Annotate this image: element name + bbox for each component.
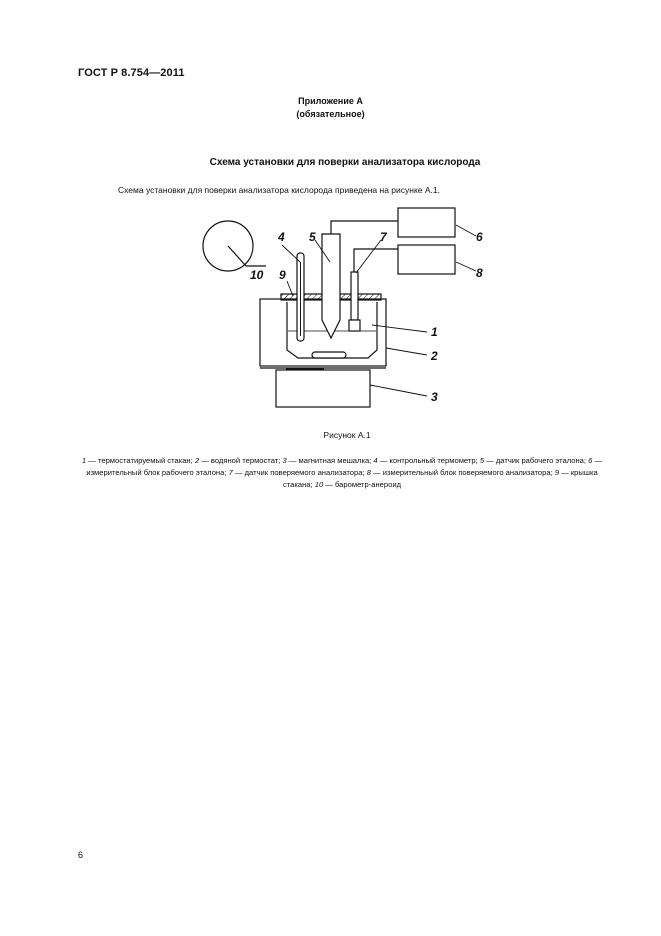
tested-sensor-shape [351,272,358,320]
legend-text: — магнитная мешалка; [286,456,374,465]
legend-number: 7 [228,468,233,477]
legend-item [367,468,555,477]
legend-item [195,456,283,465]
callout-8: 8 [476,266,483,280]
legend-number: 4 [373,456,378,465]
legend-item [82,456,195,465]
callout-5: 5 [309,230,316,244]
legend-item [480,456,588,465]
callout-3: 3 [431,390,438,404]
intro-paragraph: Схема установки для поверки анализатора кислорода приведена на рисунке А.1. [118,185,440,195]
reference-sensor-shape [322,234,340,338]
legend-text: — измерительный блок рабочего эталона; [86,456,603,477]
page-number: 6 [78,850,84,860]
annex-title: Приложение А [298,96,363,106]
callout-10: 10 [250,268,264,282]
callout-7: 7 [380,230,387,244]
figure-legend [78,455,606,491]
legend-number: 9 [554,468,560,477]
callout-4: 4 [278,230,285,244]
figure-caption: Рисунок А.1 [323,430,371,440]
legend-number: 2 [194,456,200,465]
legend-text: — датчик рабочего эталона; [484,456,589,465]
tested-unit-shape [398,245,455,274]
legend-number: 5 [479,456,485,465]
legend-text: — водяной термостат; [199,456,283,465]
annex-subtitle: (обязательное) [296,109,365,119]
section-title: Схема установки для поверки анализатора кислорода [209,157,481,168]
legend-item [229,468,367,477]
legend-number: 3 [282,456,287,465]
document-code: ГОСТ Р 8.754—2011 [78,67,185,79]
legend-text: — датчик поверяемого анализатора; [232,468,367,477]
callout-1: 1 [431,325,438,339]
magnetic-stirrer-shape [276,370,370,407]
legend-text: — барометр-анероид [323,480,402,489]
legend-number: 1 [81,456,87,465]
legend-number: 8 [366,468,371,477]
callout-2: 2 [431,349,438,363]
legend-text: — контрольный термометр; [377,456,480,465]
callout-9: 9 [279,268,286,282]
legend-item [373,456,479,465]
legend-text: — измерительный блок поверяемого анализатора; [370,468,555,477]
legend-item [315,480,401,489]
reference-unit-shape [398,208,455,237]
legend-number: 6 [588,456,593,465]
legend-number: 10 [314,480,324,489]
callout-6: 6 [476,230,483,244]
legend-text: — крышка стакана; [282,468,598,489]
legend-text: — термостатируемый стакан; [86,456,195,465]
legend-item [282,456,373,465]
